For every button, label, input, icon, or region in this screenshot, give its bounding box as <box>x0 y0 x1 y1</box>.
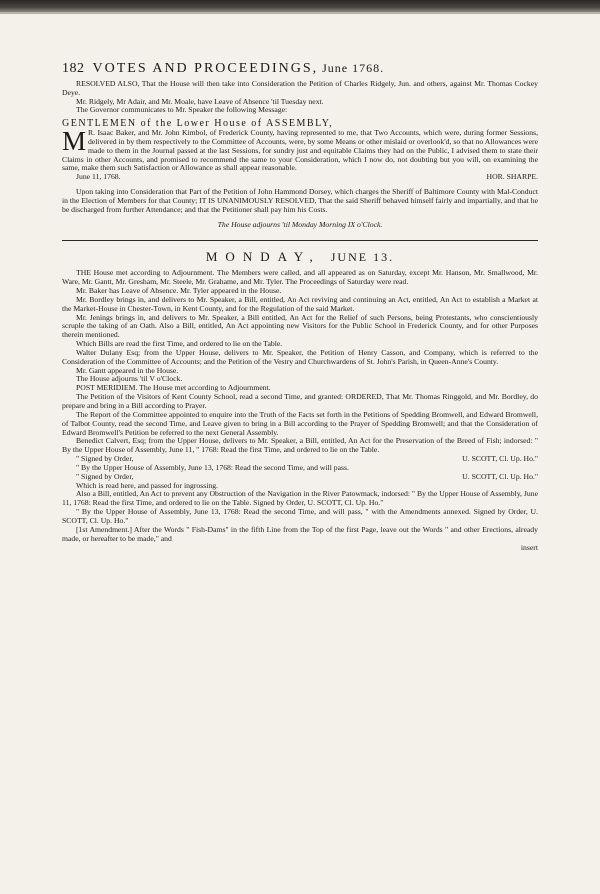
paragraph: The Petition of the Visitors of Kent County School, read a second Time, and granted: ORDERED, That Mr. Thomas Ringgold, and Mr. Bordley, do prepare and bring in a Bill according to Prayer. <box>62 392 538 410</box>
scan-edge-line <box>0 12 600 14</box>
paragraph: POST MERIDIEM. The House met according to Adjournment. <box>76 383 271 393</box>
signed-by-order: " Signed by Order, <box>76 471 134 481</box>
paragraph: Which is read here, and passed for ingrossing. <box>76 480 218 490</box>
signed-by-order: " Signed by Order, <box>76 454 134 464</box>
page-title: VOTES AND PROCEEDINGS, <box>92 61 319 76</box>
governor-message-intro: The Governor communicates to Mr. Speaker the following Message: <box>76 105 288 115</box>
message-date: June 11, 1768. <box>76 172 121 182</box>
governor-signature: HOR. SHARPE. <box>486 172 538 182</box>
paragraph: [1st Amendment.] After the Words " Fish-Dams" in the fifth Line from the Top of the first Page, leave out the Words " and other Erections, already made, or hereafter to be made," and <box>62 524 538 543</box>
paragraph: Benedict Calvert, Esq; from the Upper House, delivers to Mr. Speaker, a Bill, entitled, An Act for the Preservation of the Breed of Fish; indorsed: " By the Upper House of Assembly, June 11, " 1768: Read the first Time, and ordered to lie on the Table. <box>62 436 538 455</box>
leave-of-absence: Mr. Ridgely, Mr Adair, and Mr. Moale, have Leave of Absence 'til Tuesday next. <box>76 96 324 106</box>
paragraph: Mr. Bordley brings in, and delivers to Mr. Speaker, a Bill, entitled, An Act reviving and continuing an Act, entitled, An Act to establish a Market at the Market-House in Chester-Town, in Kent County, and for the Regulation of the said Market. <box>62 294 538 313</box>
drop-initial: M <box>62 126 87 157</box>
paragraph: " By the Upper House of Assembly, June 13, 1768: Read the second Time, and will pass. <box>76 462 349 472</box>
message-body: R. Isaac Baker, and Mr. John Kimbol, of Frederick County, having represented to me, that Two Accounts, which were, during former Sessions, delivered in by them respectively to the Committee of Accounts, were, by some Means or other mislaid or overlook'd, so that no Allowances were made to them in the Journal passed at the last Sessions, for sundry just and equitable Claims they had on the Public, I advised them to state their Claims in other Accounts, and promised to recommend the same to your Consideration, which I now do, not doubting but you will, on examining the same, make them such Satisfaction or Allowance as shall appear reasonable. <box>62 128 538 173</box>
dorsey-petition-resolution: Upon taking into Consideration that Part of the Petition of John Hammond Dorsey, which charges the Sheriff of Baltimore County with Mal-Conduct in the Election of Members for that County; IT IS UNANIMOUSLY RESOLVED, That the said Sheriff behaved himself fairly and impartially, and that he be discharged from further Attendance; and that the Petitioner shall pay him his Costs. <box>62 187 538 214</box>
clerk-signature: U. SCOTT, Cl. Up. Ho." <box>462 471 538 481</box>
message-signature-row <box>62 173 538 182</box>
paragraph: Walter Dulany Esq; from the Upper House, delivers to Mr. Speaker, the Petition of Henry Casson, and Company, which is referred to the Consideration of the Committee of Accounts; and the Petition of the Vestry and Churchwardens of St. John's Parish, in Queen-Anne's County. <box>62 347 538 366</box>
section-divider <box>62 240 538 241</box>
paragraph: Mr. Baker has Leave of Absence. Mr. Tyler appeared in the House. <box>76 286 282 296</box>
message-salutation: GENTLEMEN of the Lower House of ASSEMBLY, <box>62 118 334 130</box>
paragraph: " By the Upper House of Assembly, June 13, 1768: Read the second Time, and will pass, " with the Amendments annexed. Signed by Order, U. SCOTT, Cl. Up. Ho." <box>62 507 538 525</box>
paragraph: Mr. Jenings brings in, and delivers to Mr. Speaker, a Bill entitled, An Act for the Relief of such Persons, being Protestants, who conscientiously scruple the taking of an Oath. Also a Bill, entitled, An Act appointing new Visitors for the Public School in Frederick County, and for other Purposes therein mentioned. <box>62 312 538 340</box>
paragraph: Also a Bill, entitled, An Act to prevent any Obstruction of the Navigation in the River Patowmack, indorsed: " By the Upper House of Assembly, June 11, 1768: Read the first Time, and ordered to lie on the Table. Signed by Order, U. SCOTT, Cl. Up. Ho." <box>62 489 538 508</box>
governor-message <box>62 126 538 173</box>
adjournment-notice: The House adjourns 'til Monday Morning IX o'Clock. <box>217 219 383 229</box>
resolution-paragraph: RESOLVED ALSO, That the House will then take into Consideration the Petition of Charles Ridgely, Jun. and others, against Mr. Thomas Cockey Deye. <box>62 78 538 97</box>
day-heading <box>62 248 538 264</box>
paragraph: The Report of the Committee appointed to enquire into the Truth of the Facts set forth in the Petitions of Spedding Bromwell, and Edward Bromwell, of Talbot County, read the second Time, and Leave given to bring in a Bill according to the Prayer of Spedding Bromwell; and that the Consideration of Edward Bromwell's Petition be referred to the next General Assembly. <box>62 409 538 437</box>
page-number: 182 <box>62 61 85 76</box>
page-date: June 1768. <box>322 61 385 75</box>
paragraph: THE House met according to Adjournment. The Members were called, and all appeared as on Saturday, except Mr. Hanson, Mr. Smallwood, Mr. Ware, Mr. Gantt, Mr. Gresham, Mr. Steele, Mr. Grahame, and Mr. Tyler. The Proceedings of Saturday were read. <box>62 268 538 287</box>
paragraph: Which Bills are read the first Time, and ordered to lie on the Table. <box>76 339 283 349</box>
day-title: MONDAY, <box>205 248 321 264</box>
scan-top-edge <box>0 0 600 12</box>
paragraph: Mr. Gantt appeared in the House. <box>76 365 179 375</box>
catchword: insert <box>520 542 538 552</box>
paragraph: The House adjourns 'til V o'Clock. <box>76 374 183 384</box>
day-date: JUNE 13. <box>330 249 395 264</box>
page-header <box>62 61 538 76</box>
document-page <box>62 61 538 552</box>
clerk-signature: U. SCOTT, Cl. Up. Ho." <box>462 454 538 464</box>
